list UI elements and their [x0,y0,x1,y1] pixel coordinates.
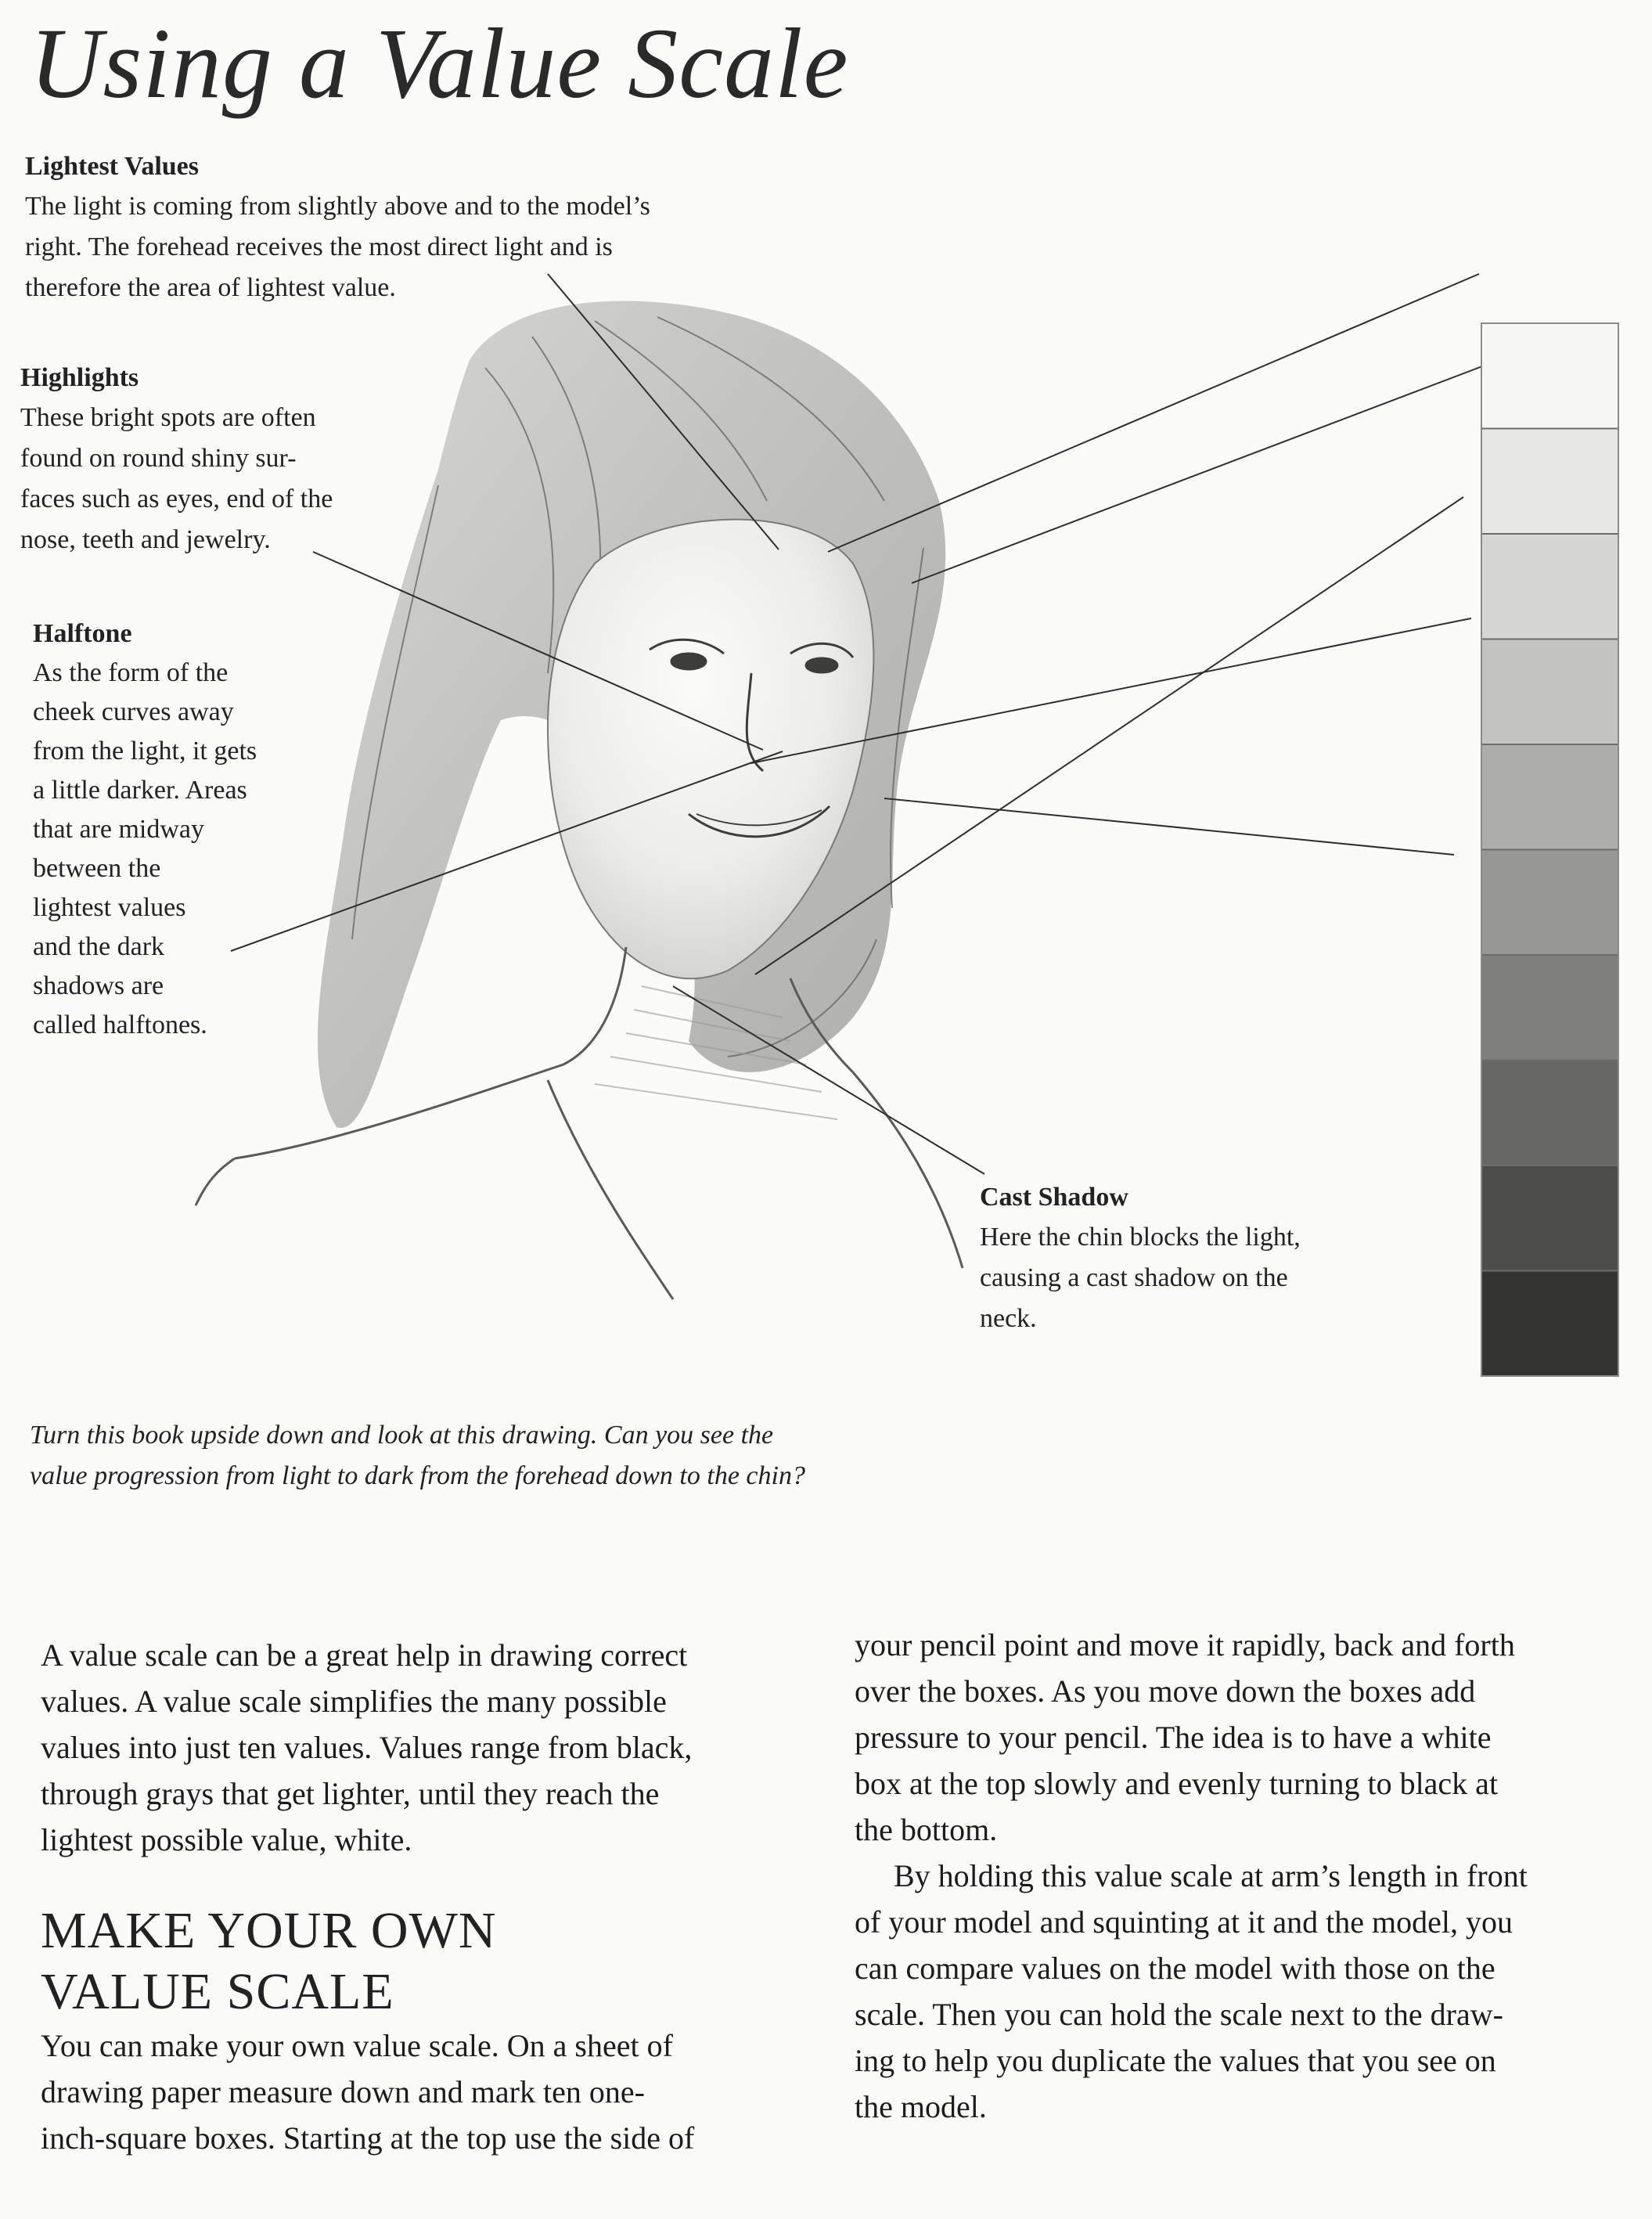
value-scale-box [1481,850,1618,956]
body-line: lightest possible value, white. [41,1822,412,1857]
body-line: scale. Then you can hold the scale next to the draw- [855,1997,1503,2032]
body-line: your pencil point and move it rapidly, back and forth [855,1627,1515,1662]
figure-caption [30,1415,969,1497]
annotation-heading: Lightest Values [25,152,199,181]
body-line: the model. [855,2089,987,2124]
annotation-line: nose, teeth and jewelry. [20,525,271,554]
value-scale [1481,323,1618,1377]
page-title: Using a Value Scale [30,8,849,119]
value-scale-box [1481,1271,1618,1377]
value-scale-box [1481,1165,1618,1271]
annotation-line: between the [33,854,161,883]
body-line: You can make your own value scale. On a sheet of [41,2028,673,2063]
annotation-heading: Highlights [20,363,139,392]
annotation-line: Here the chin blocks the light, [980,1223,1301,1252]
annotation-line: The light is coming from slightly above and to the model’s [25,192,650,221]
body-line: of your model and squinting at it and the model, you [855,1904,1513,1940]
body-line: pressure to your pencil. The idea is to have a white [855,1720,1492,1755]
annotation-line: shadows are [33,971,164,1000]
annotation-line: faces such as eyes, end of the [20,485,333,513]
body-line: inch-square boxes. Starting at the top use the side of [41,2120,695,2156]
annotation-line: right. The forehead receives the most direct light and is [25,232,613,261]
body-line: drawing paper measure down and mark ten one- [41,2074,645,2109]
annotation-line: that are midway [33,815,205,844]
body-line: A value scale can be a great help in drawing correct [41,1637,688,1673]
body-line: box at the top slowly and evenly turning to black at [855,1766,1499,1801]
body-line: ing to help you duplicate the values that you see on [855,2043,1496,2078]
value-scale-box [1481,744,1618,850]
section-heading-line: MAKE YOUR OWN [41,1902,497,1959]
body-line: the bottom. [855,1812,998,1847]
annotation-line: neck. [980,1304,1037,1333]
annotation-line: lightest values [33,893,186,922]
value-scale-box [1481,955,1618,1061]
annotation-line: causing a cast shadow on the [980,1263,1288,1292]
body-line: values into just ten values. Values range from black, [41,1730,693,1765]
value-scale-box [1481,1061,1618,1166]
annotation-line: a little darker. Areas [33,776,247,805]
annotation-heading: Cast Shadow [980,1183,1128,1212]
value-scale-box [1481,534,1618,639]
body-line: values. A value scale simplifies the many possible [41,1684,667,1719]
annotation-line: called halftones. [33,1010,207,1039]
annotation-heading: Halftone [33,619,132,648]
annotation-line: therefore the area of lightest value. [25,273,396,302]
annotation-line: from the light, it gets [33,737,257,765]
section-heading-line: VALUE SCALE [41,1963,394,2020]
body-line: through grays that get lighter, until they reach the [41,1776,660,1811]
caption-line: Turn this book upside down and look at this drawing. Can you see the [30,1421,774,1450]
annotation-line: These bright spots are often [20,403,316,432]
body-line: By holding this value scale at arm’s length in front [894,1858,1528,1893]
value-scale-box [1481,429,1618,535]
value-scale-box [1481,323,1618,429]
section-heading [41,1900,823,2023]
right-column [855,1622,1645,2130]
annotation-line: cheek curves away [33,697,234,726]
annotation-line: and the dark [33,932,165,961]
body-line: over the boxes. As you move down the boxes add [855,1673,1476,1709]
annotation-line: found on round shiny sur- [20,444,297,473]
left-column [41,1632,823,2161]
caption-line: value progression from light to dark from the forehead down to the chin? [30,1461,805,1490]
annotation-line: As the form of the [33,658,229,687]
body-line: can compare values on the model with those on the [855,1951,1495,1986]
value-scale-box [1481,639,1618,745]
